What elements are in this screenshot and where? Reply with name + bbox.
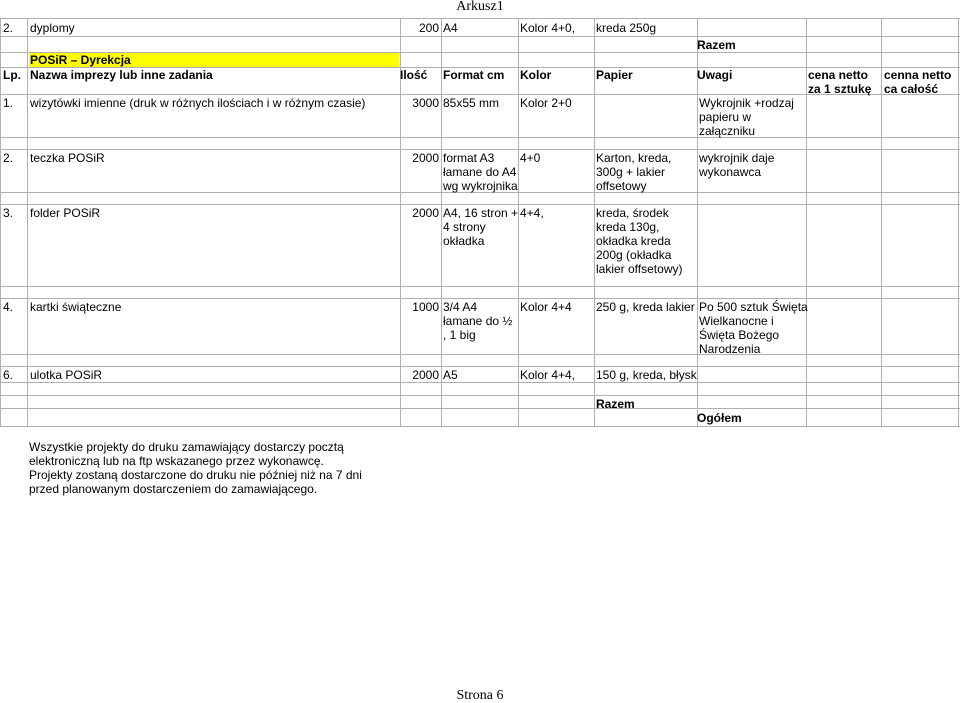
row-2-name: teczka POSiR: [30, 151, 105, 165]
grid-line: [0, 286, 960, 287]
row-3-format: A4, 16 stron + 4 strony okładka: [443, 206, 519, 248]
row-2-format: format A3 łamane do A4 wg wykrojnika: [443, 151, 518, 193]
row-5-paper: 150 g, kreda, błysk: [596, 368, 697, 382]
header-format: Format cm: [443, 68, 505, 82]
razem-top-label: Razem: [697, 38, 736, 52]
grid-line: [0, 204, 960, 205]
grid-line: [0, 382, 960, 383]
grid-line: [0, 137, 960, 138]
grid-line: [0, 18, 960, 19]
row-1-notes: Wykrojnik +rodzaj papieru w załączniku: [699, 96, 794, 138]
row-5-name: ulotka POSiR: [30, 368, 103, 382]
grid-line: [0, 395, 960, 396]
header-qty: Ilość: [400, 68, 428, 82]
row-2-paper: Karton, kreda, 300g + lakier offsetowy: [596, 151, 672, 193]
grid-line: [27, 18, 28, 426]
header-color: Kolor: [520, 68, 552, 82]
grid-line: [881, 18, 882, 426]
row-3-paper: kreda, środek kreda 130g, okładka kreda 200g (okładka lakier offsetowy): [596, 206, 683, 276]
grid-line: [0, 366, 960, 367]
grid-line: [958, 18, 959, 426]
row-top-name: dyplomy: [30, 21, 75, 35]
row-1-color: Kolor 2+0: [520, 96, 572, 110]
grid-line: [806, 18, 807, 426]
row-2-lp: 2.: [3, 151, 14, 165]
row-top-paper: kreda 250g: [596, 21, 657, 35]
page-footer: Strona 6: [456, 688, 504, 703]
row-2-qty: 2000: [412, 151, 439, 165]
row-4-format: 3/4 A4 łamane do ½ , 1 big: [443, 300, 513, 342]
row-1-lp: 1.: [3, 96, 14, 110]
row-5-lp: 6.: [3, 368, 14, 382]
header-paper: Papier: [596, 68, 633, 82]
row-1-qty: 3000: [412, 96, 439, 110]
row-top-qty: 200: [418, 21, 439, 35]
row-3-name: folder POSiR: [30, 206, 101, 220]
grid-line: [0, 354, 960, 355]
grid-line: [0, 408, 960, 409]
row-5-qty: 2000: [412, 368, 439, 382]
sheet-title: Arkusz1: [456, 0, 504, 14]
row-4-notes: Po 500 sztuk Święta Wielkanocne i Święta Bożego Narodzenia: [699, 300, 808, 356]
header-total-price: cenna netto ca całość: [884, 68, 952, 96]
row-top-lp: 2.: [3, 21, 14, 35]
row-3-color: 4+4,: [520, 206, 544, 220]
grid-line: [0, 298, 960, 299]
header-unit-price: cena netto za 1 sztukę: [808, 68, 872, 96]
row-1-name: wizytówki imienne (druk w różnych ilościach i w różnym czasie): [30, 96, 366, 110]
row-4-color: Kolor 4+4: [520, 300, 572, 314]
grid-line: [0, 18, 1, 426]
row-3-qty: 2000: [412, 206, 439, 220]
grid-line: [0, 149, 960, 150]
ogolem-label: Ogółem: [697, 411, 742, 425]
row-1-format: 85x55 mm: [443, 96, 500, 110]
header-notes: Uwagi: [697, 68, 733, 82]
grid-line: [441, 18, 442, 426]
header-lp: Lp.: [3, 68, 21, 82]
header-name: Nazwa imprezy lub inne zadania: [30, 68, 213, 82]
row-top-color: Kolor 4+0,: [520, 21, 576, 35]
row-4-paper: 250 g, kreda lakier: [596, 300, 695, 314]
row-4-qty: 1000: [412, 300, 439, 314]
delivery-note: Wszystkie projekty do druku zamawiający dostarczy pocztą elektroniczną lub na ftp wskazanego przez wykonawcę. Projekty zostaną dostarczone do druku nie później niż na 7 dni przed planowanym dostarczeniem do zamawiającego.: [29, 440, 362, 496]
grid-line: [594, 18, 595, 426]
row-4-lp: 4.: [3, 300, 14, 314]
razem-bottom-label: Razem: [596, 397, 635, 411]
row-3-lp: 3.: [3, 206, 14, 220]
row-4-name: kartki świąteczne: [30, 300, 122, 314]
row-5-format: A5: [443, 368, 458, 382]
row-5-color: Kolor 4+4,: [520, 368, 576, 382]
grid-line: [0, 426, 960, 427]
row-top-format: A4: [443, 21, 458, 35]
row-2-color: 4+0: [520, 151, 541, 165]
row-2-notes: wykrojnik daje wykonawca: [699, 151, 775, 179]
grid-line: [0, 36, 960, 37]
grid-line: [0, 52, 960, 53]
section-title: POSiR – Dyrekcja: [30, 53, 131, 67]
